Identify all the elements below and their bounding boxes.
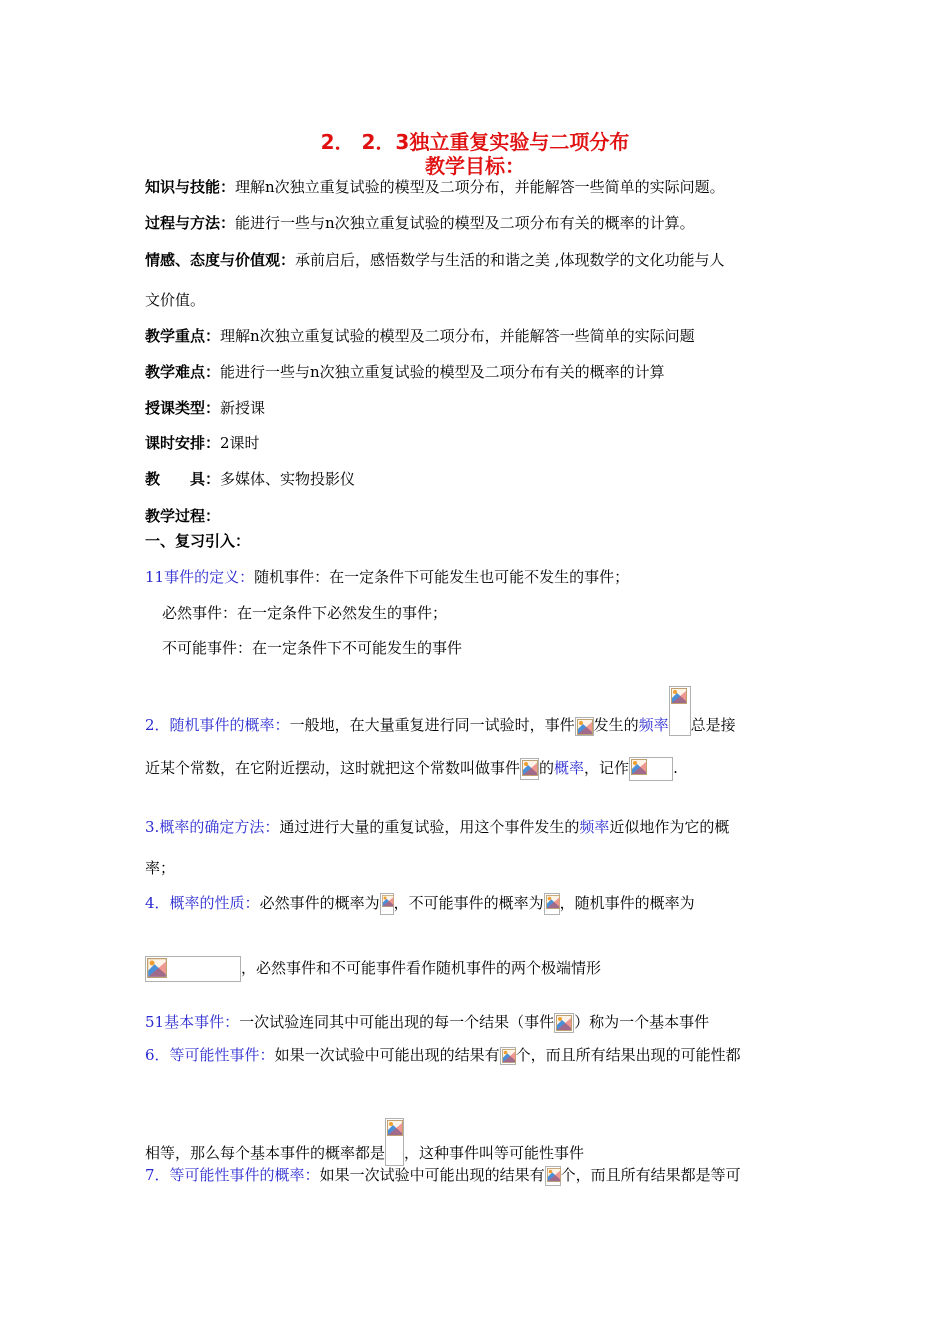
tools-line	[145, 469, 355, 489]
objectives-heading: 教学目标：	[425, 154, 525, 178]
review-item-4-cont	[145, 956, 601, 982]
hours-line	[145, 433, 260, 453]
review-item-5	[145, 1012, 709, 1033]
hours-label: 课时安排：	[145, 434, 221, 452]
lesson-type-line	[145, 398, 265, 418]
item-4-text-d: ，必然事件和不可能事件看作随机事件的两个极端情形	[241, 959, 602, 977]
item-2-text-g: .	[673, 759, 678, 777]
review-item-6-cont	[145, 1118, 584, 1166]
formula-image-icon	[520, 758, 539, 780]
item-2-text-d: 近某个常数，在它附近摆动，这时就把这个常数叫做事件	[145, 759, 521, 777]
formula-image-icon	[500, 1047, 516, 1065]
tools-text: 多媒体、实物投影仪	[220, 470, 356, 488]
knowledge-label: 知识与技能：	[145, 178, 236, 196]
item-5-label: 基本事件：	[164, 1013, 240, 1031]
item-1-number: 11	[145, 568, 165, 586]
item-4-label: 概率的性质：	[169, 894, 260, 912]
process-text: 能进行一些与n次独立重复试验的模型及二项分布有关的概率的计算。	[235, 214, 695, 232]
hours-text: 2课时	[220, 434, 260, 452]
item-2-frequency: 频率	[638, 716, 669, 734]
item-1-sub-2: 不可能事件：在一定条件下不可能发生的事件	[162, 639, 463, 657]
item-7-text-a: 如果一次试验中可能出现的结果有	[319, 1166, 545, 1184]
review-item-2-cont	[145, 757, 678, 781]
formula-image-icon	[669, 686, 691, 736]
emotion-line-2: 文价值。	[145, 291, 206, 309]
item-6-text-b: 个，而且所有结果出现的可能性都	[515, 1046, 741, 1064]
item-4-text-b: ，不可能事件的概率为	[393, 894, 544, 912]
item-4-text-a: 必然事件的概率为	[259, 894, 380, 912]
review-item-6	[145, 1045, 741, 1065]
review-item-7	[145, 1165, 741, 1186]
formula-image-icon	[575, 717, 594, 736]
item-4-text-c: ，随机事件的概率为	[559, 894, 695, 912]
formula-image-icon	[554, 1013, 574, 1033]
key-point-text: 理解n次独立重复试验的模型及二项分布，并能解答一些简单的实际问题	[220, 327, 695, 345]
item-2-text-b: 发生的	[593, 716, 639, 734]
item-2-probability: 概率	[554, 759, 585, 777]
lesson-type-label: 授课类型：	[145, 399, 221, 417]
item-2-text-a: 一般地，在大量重复进行同一试验时，事件	[289, 716, 575, 734]
key-point-label: 教学重点：	[145, 327, 221, 345]
key-point-line	[145, 326, 695, 346]
item-6-text-c: 相等，那么每个基本事件的概率都是	[145, 1144, 386, 1162]
item-7-label: 等可能性事件的概率：	[169, 1166, 320, 1184]
knowledge-text: 理解n次独立重复试验的模型及二项分布，并能解答一些简单的实际问题。	[235, 178, 725, 196]
item-2-text-f: ，记作	[584, 759, 630, 777]
item-2-label: 随机事件的概率：	[169, 716, 290, 734]
item-6-text-a: 如果一次试验中可能出现的结果有	[274, 1046, 500, 1064]
item-6-text-d: ，这种事件叫等可能性事件	[404, 1144, 585, 1162]
formula-image-icon	[385, 1118, 404, 1166]
item-1-sub-1: 必然事件：在一定条件下必然发生的事件；	[162, 604, 448, 622]
item-5-number: 51	[145, 1013, 165, 1031]
tools-label: 教 具：	[145, 470, 221, 488]
item-6-number: 6．	[145, 1046, 170, 1064]
document-title: 2． 2．3独立重复实验与二项分布	[320, 130, 630, 154]
formula-image-icon	[145, 956, 241, 982]
formula-image-icon	[380, 893, 394, 915]
item-3-frequency: 频率	[579, 818, 610, 836]
formula-image-icon	[545, 1166, 561, 1186]
item-3-text-a: 通过进行大量的重复试验，用这个事件发生的	[279, 818, 580, 836]
item-2-text-c: 总是接	[690, 716, 736, 734]
difficulty-label: 教学难点：	[145, 363, 221, 381]
emotion-label: 情感、态度与价值观：	[145, 251, 296, 269]
review-item-3	[145, 817, 729, 837]
item-5-text-a: 一次试验连同其中可能出现的每一个结果（事件	[239, 1013, 555, 1031]
knowledge-line	[145, 177, 725, 197]
process-line	[145, 213, 695, 233]
item-7-text-b: 个，而且所有结果都是等可	[560, 1166, 741, 1184]
item-3-number: 3.	[145, 818, 160, 836]
item-1-label: 事件的定义：	[164, 568, 255, 586]
review-item-4	[145, 893, 695, 915]
difficulty-line	[145, 362, 665, 382]
review-heading: 一、复习引入：	[145, 532, 251, 550]
item-2-text-e: 的	[539, 759, 555, 777]
item-3-label: 概率的确定方法：	[159, 818, 280, 836]
item-2-number: 2．	[145, 716, 170, 734]
emotion-line	[145, 250, 725, 270]
formula-image-icon	[544, 893, 560, 915]
item-3-text-b: 近似地作为它的概	[609, 818, 730, 836]
item-1-text: 随机事件：在一定条件下可能发生也可能不发生的事件；	[254, 568, 630, 586]
process-label: 过程与方法：	[145, 214, 236, 232]
difficulty-text: 能进行一些与n次独立重复试验的模型及二项分布有关的概率的计算	[220, 363, 665, 381]
item-6-label: 等可能性事件：	[169, 1046, 275, 1064]
item-3-text-c: 率；	[145, 859, 176, 877]
item-7-number: 7．	[145, 1166, 170, 1184]
formula-image-icon	[629, 757, 673, 781]
review-item-2	[145, 686, 736, 736]
item-4-number: 4．	[145, 894, 170, 912]
review-item-1	[145, 567, 629, 587]
item-5-text-b: ）称为一个基本事件	[574, 1013, 710, 1031]
emotion-text: 承前启后，感悟数学与生活的和谐之美 ,体现数学的文化功能与人	[295, 251, 725, 269]
lesson-type-text: 新授课	[220, 399, 266, 417]
teaching-process-heading: 教学过程：	[145, 507, 221, 525]
